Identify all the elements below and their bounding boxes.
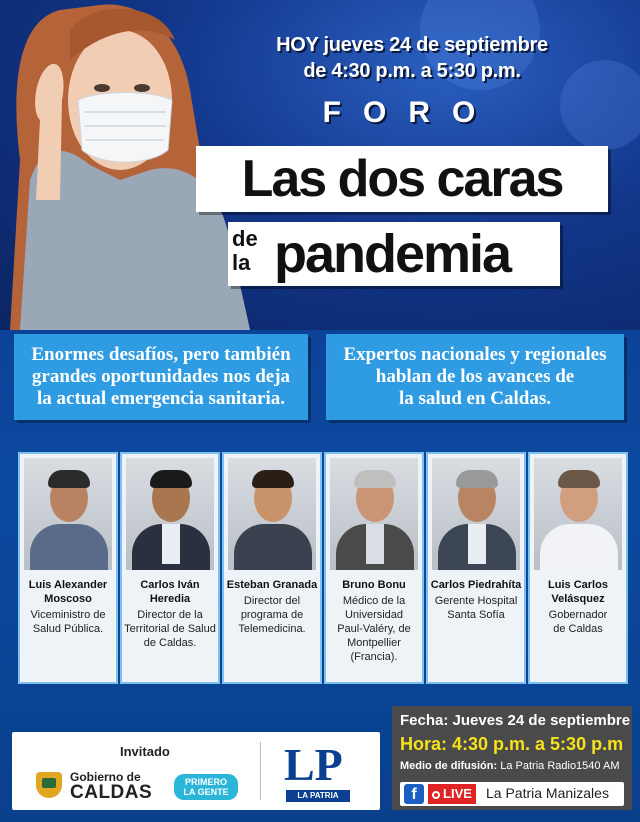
teaser-line: Expertos nacionales y regionales bbox=[343, 344, 607, 365]
teaser-line: la salud en Caldas. bbox=[398, 388, 552, 409]
speaker-role-line: (Francia). bbox=[350, 651, 398, 663]
la-patria-label: LA PATRIA bbox=[286, 790, 350, 802]
divider bbox=[260, 742, 261, 800]
teaser-line: la actual emergencia sanitaria. bbox=[36, 388, 285, 409]
speaker-name bbox=[428, 578, 524, 592]
teaser-line: Enormes desafíos, pero también bbox=[31, 344, 291, 365]
live-badge bbox=[428, 784, 476, 804]
teaser-line: hablan de los avances de bbox=[375, 366, 575, 387]
speaker-name-line: Moscoso bbox=[44, 593, 92, 605]
primero-la-gente-logo bbox=[174, 774, 238, 800]
la-patria-logo: LP bbox=[284, 739, 343, 790]
teaser-line: grandes oportunidades nos deja bbox=[31, 366, 291, 387]
speaker-role-line: programa de bbox=[240, 609, 304, 621]
teaser-challenges bbox=[14, 334, 308, 420]
fecha-text: Fecha: Jueves 24 de septiembre bbox=[400, 712, 631, 729]
title-pandemia: pandemia bbox=[274, 224, 511, 284]
speaker-role-line: Universidad bbox=[344, 609, 404, 621]
speaker-name bbox=[326, 578, 422, 592]
primero-line: PRIMERO bbox=[184, 777, 227, 787]
speaker-photo bbox=[534, 458, 622, 570]
gobierno-label: Gobierno de bbox=[70, 770, 141, 784]
title-de: de bbox=[232, 226, 258, 251]
speaker-photo bbox=[432, 458, 520, 570]
speaker-name-line: Luis Carlos bbox=[548, 579, 608, 591]
speaker-role bbox=[326, 594, 422, 664]
speaker-card bbox=[222, 452, 322, 684]
facebook-icon: f bbox=[404, 784, 424, 804]
speaker-role-line: de Caldas bbox=[553, 623, 603, 635]
speaker-name-line: Velásquez bbox=[551, 593, 605, 605]
speaker-photo bbox=[126, 458, 214, 570]
speaker-role bbox=[20, 608, 116, 636]
speaker-role bbox=[224, 594, 320, 636]
speaker-card bbox=[18, 452, 118, 684]
speaker-photo bbox=[330, 458, 418, 570]
event-date: HOY jueves 24 de septiembre bbox=[276, 34, 548, 56]
facebook-page-name: La Patria Manizales bbox=[486, 785, 609, 801]
speaker-card bbox=[324, 452, 424, 684]
speaker-name-line: Esteban Granada bbox=[226, 579, 318, 591]
speaker-name bbox=[20, 578, 116, 606]
speaker-role bbox=[530, 608, 626, 636]
medio-text bbox=[400, 760, 619, 772]
invitado-label: Invitado bbox=[120, 744, 170, 759]
event-time: de 4:30 p.m. a 5:30 p.m. bbox=[303, 60, 521, 82]
speaker-role-line: Paul-Valéry, de bbox=[337, 623, 411, 635]
speaker-role-line: Gerente Hospital bbox=[434, 595, 518, 607]
speaker-role bbox=[428, 594, 524, 622]
speaker-name bbox=[224, 578, 320, 592]
medio-label: Medio de difusión: bbox=[400, 760, 498, 772]
caldas-label: CALDAS bbox=[70, 782, 153, 803]
speaker-role-line: de Caldas. bbox=[143, 637, 197, 649]
speaker-photo bbox=[228, 458, 316, 570]
speaker-name-line: Carlos Iván bbox=[140, 579, 200, 591]
title-line-2 bbox=[228, 222, 560, 286]
medio-value: La Patria Radio1540 AM bbox=[500, 760, 620, 772]
teaser-experts bbox=[326, 334, 624, 420]
sponsors-panel bbox=[12, 732, 380, 810]
event-info-box bbox=[392, 706, 632, 810]
facebook-live-bar[interactable] bbox=[400, 782, 624, 806]
speaker-role-line: Director de la bbox=[137, 609, 203, 621]
speaker-card bbox=[528, 452, 628, 684]
speaker-role-line: Santa Sofía bbox=[447, 609, 505, 621]
speaker-card bbox=[120, 452, 220, 684]
foro-label: FORO bbox=[322, 96, 498, 129]
speaker-name bbox=[122, 578, 218, 606]
caldas-shield-icon bbox=[36, 772, 62, 798]
speaker-name bbox=[530, 578, 626, 606]
speaker-role bbox=[122, 608, 218, 650]
speaker-role-line: Territorial de Salud bbox=[124, 623, 216, 635]
speaker-name-line: Bruno Bonu bbox=[342, 579, 406, 591]
speaker-role-line: Salud Pública. bbox=[32, 623, 104, 635]
live-label: LIVE bbox=[443, 786, 472, 801]
title-la: la bbox=[232, 250, 251, 275]
speaker-role-line: Director del bbox=[243, 595, 301, 607]
live-dot-icon bbox=[432, 791, 440, 799]
speaker-role-line: Médico de la bbox=[342, 595, 406, 607]
speaker-name-line: Luis Alexander bbox=[28, 579, 108, 591]
speaker-name-line: Heredia bbox=[149, 593, 191, 605]
speaker-card bbox=[426, 452, 526, 684]
speaker-role-line: Telemedicina. bbox=[238, 623, 306, 635]
speaker-role-line: Montpellier bbox=[347, 637, 401, 649]
title-line-1: Las dos caras bbox=[196, 146, 608, 212]
hora-text: Hora: 4:30 p.m. a 5:30 p.m bbox=[400, 734, 624, 754]
speaker-role-line: Viceministro de bbox=[30, 609, 106, 621]
primero-line: LA GENTE bbox=[183, 787, 229, 797]
speaker-role-line: Gobernador bbox=[548, 609, 608, 621]
speaker-photo bbox=[24, 458, 112, 570]
speaker-name-line: Carlos Piedrahíta bbox=[430, 579, 522, 591]
